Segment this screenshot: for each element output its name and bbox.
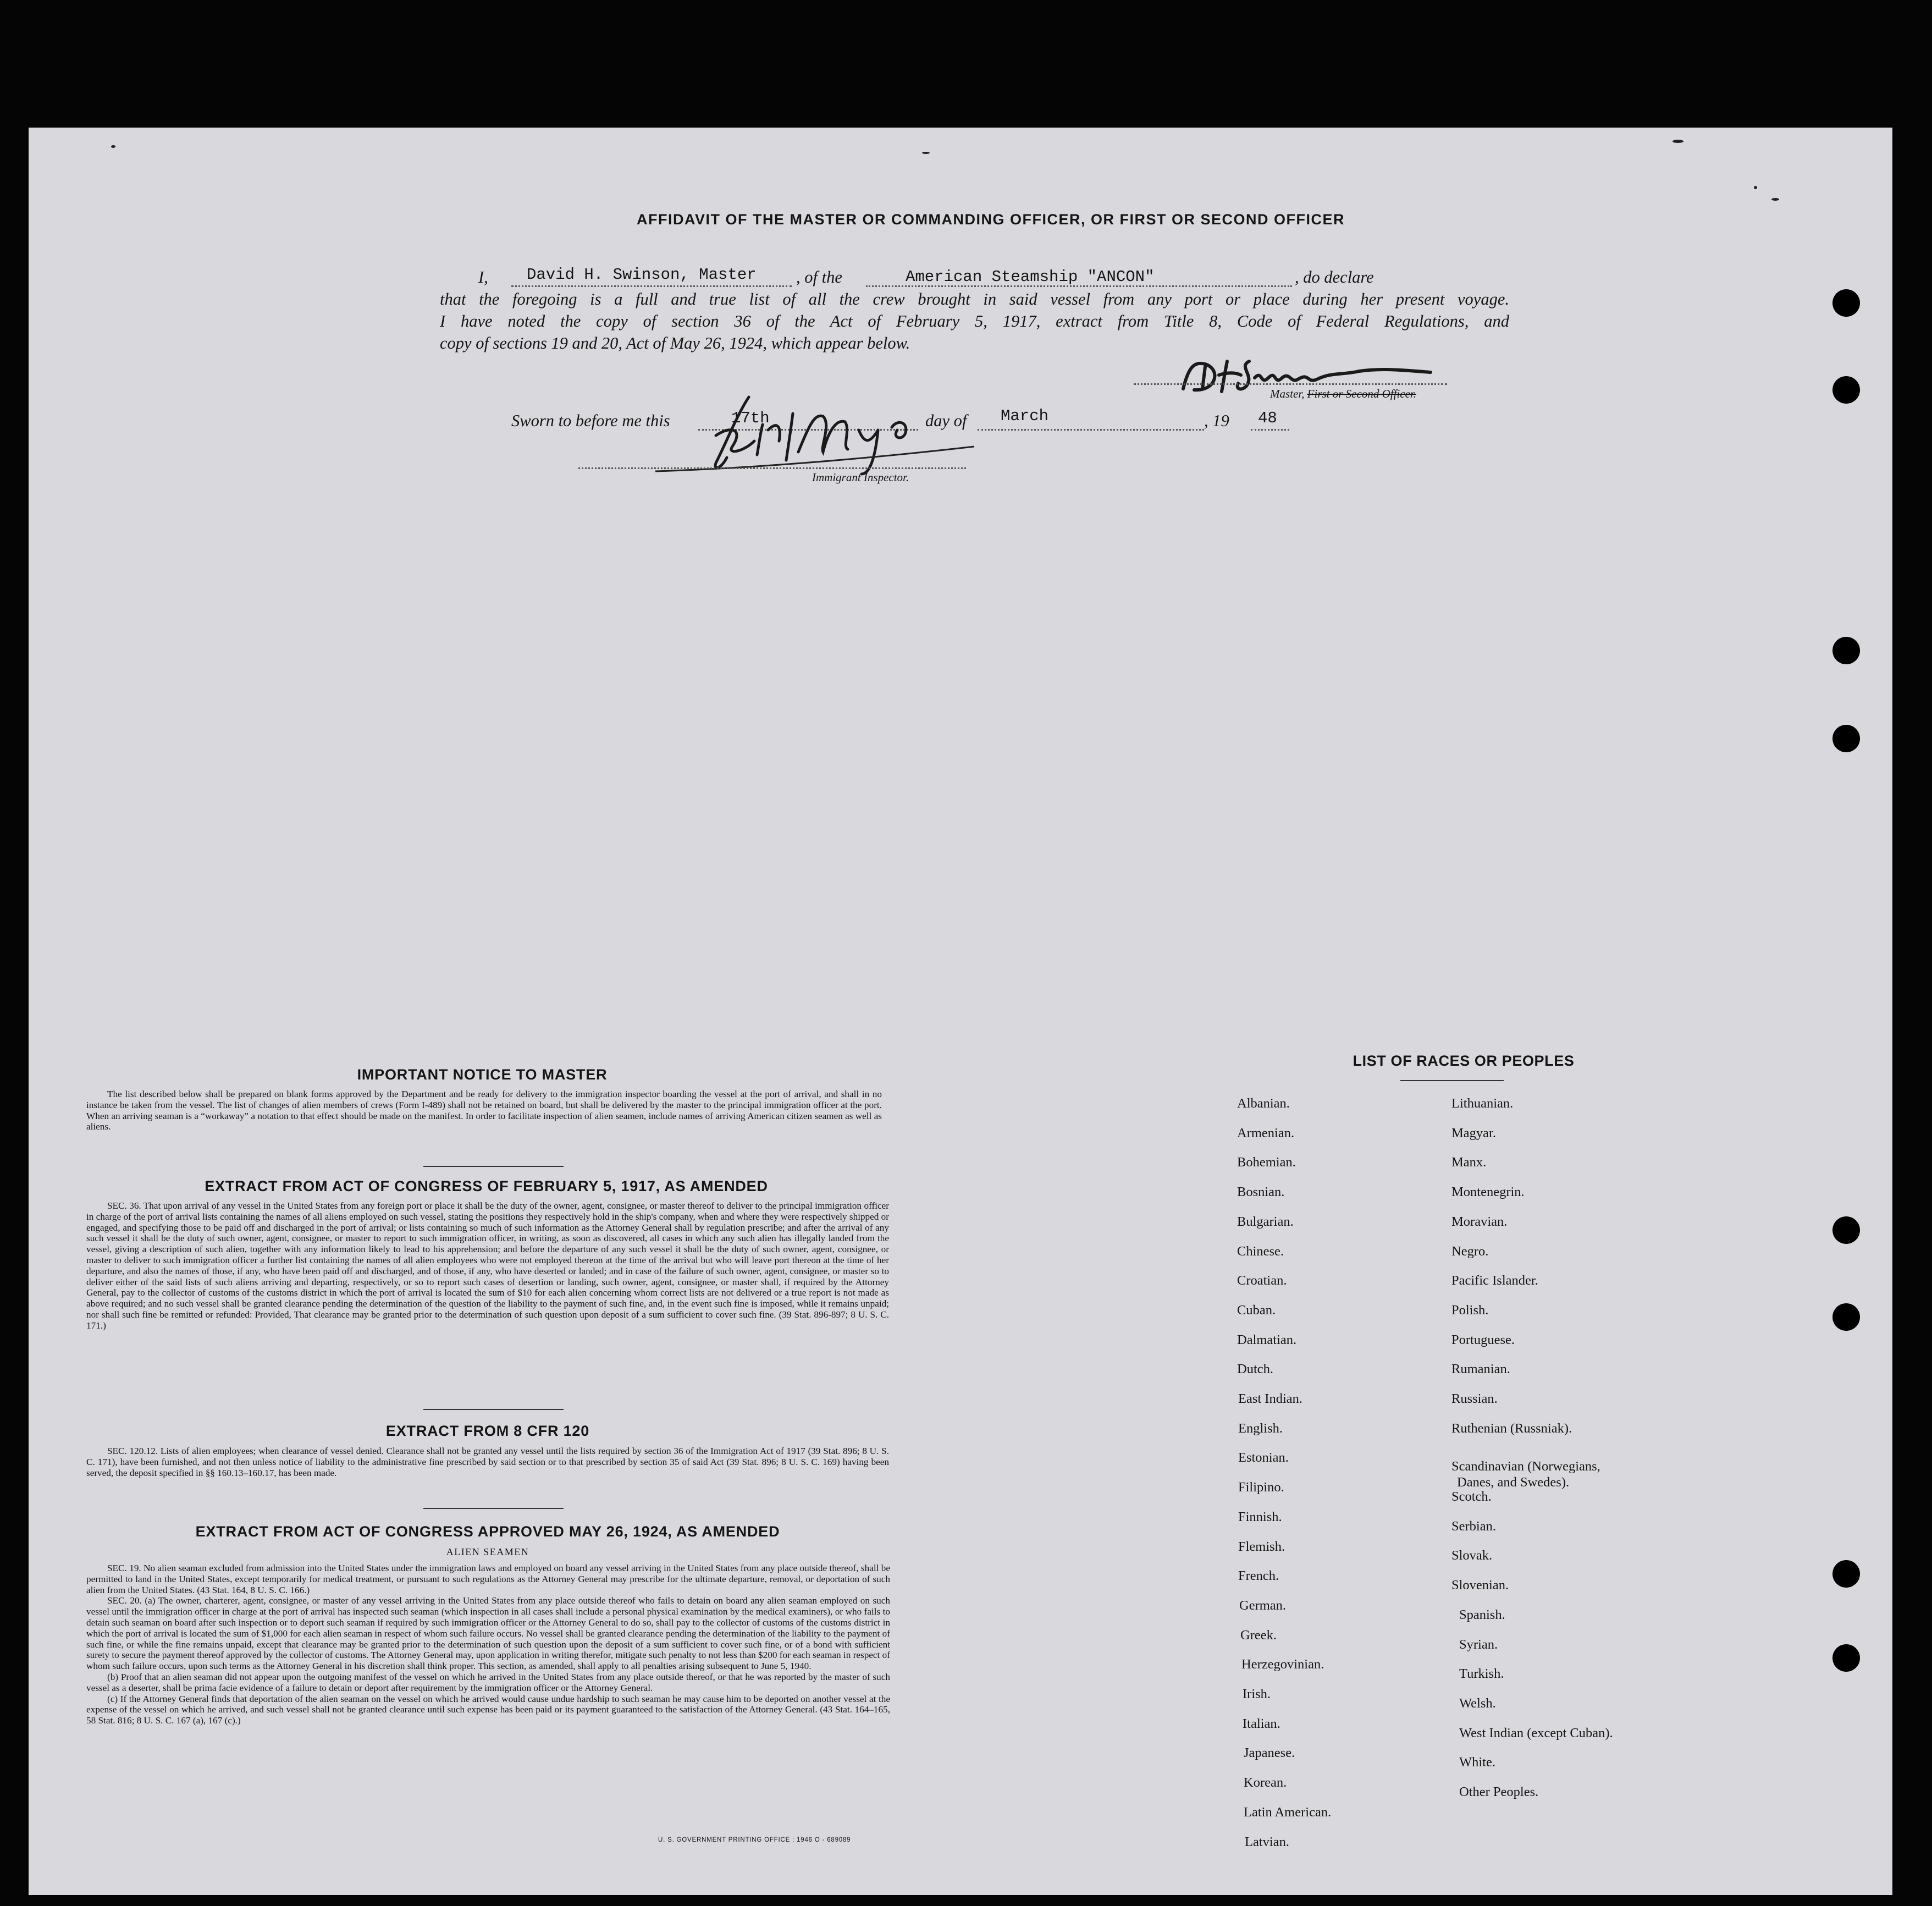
binder-hole [1832, 725, 1860, 752]
extract-1924-paragraph: (c) If the Attorney General finds that deportation of the alien seaman on the vessel on which he arrived would cause undue hardship to such seaman he may cause him to be deported on another vessel at the expense of the vessel on which he arrived, and such vessel shall not be granted clearance until such expense has been paid or its payment guaranteed to the satisfaction of the Attorney General. (43 Stat. 164–165, 58 Stat. 816; 8 U. S. C. 167 (a), 167 (c).) [86, 1693, 890, 1726]
signature-caption [1270, 387, 1416, 401]
race-item: Cuban. [1237, 1302, 1276, 1318]
binder-hole [1832, 1303, 1860, 1331]
race-item: German. [1239, 1597, 1287, 1613]
i-label: I, [478, 268, 488, 287]
race-item: Slovenian. [1451, 1578, 1509, 1593]
affidavit-line-3: I have noted the copy of section 36 of the Act of February 5, 1917, extract from Title 8, Code of Federal Regulations, and [440, 312, 1509, 330]
speck [1754, 186, 1757, 189]
race-item: Slovak. [1451, 1548, 1493, 1563]
affidavit-line-2: that the foregoing is a full and true list of all the crew brought in said vessel from any port or place during her present voyage. [440, 290, 1509, 309]
sworn-day: 17th [731, 409, 770, 427]
race-item: Finnish. [1238, 1509, 1282, 1524]
race-item: Scotch. [1451, 1489, 1492, 1504]
notice-paragraph: The list described below shall be prepared on blank forms approved by the Department and be ready for delivery to the immigration inspector boarding the vessel at the port of arrival, and shall in no instance be taken from the vessel. The list of changes of alien members of crews (Form I-489) shall not be retained on board, but shall be delivered by the master to the principal immigration officer at the port. When an arriving seaman is a “workaway” a notation to that effect should be made on the manifest. In order to facilitate inspection of alien seamen, include names of arriving American citizen seamen as well as aliens. [86, 1089, 882, 1132]
races-title: LIST OF RACES OR PEOPLES [1353, 1053, 1575, 1069]
extract-cfr-body [86, 1446, 889, 1478]
race-item: Latin American. [1244, 1804, 1332, 1820]
extract-1924-subtitle: ALIEN SEAMEN [446, 1546, 529, 1557]
race-item: Moravian. [1451, 1214, 1508, 1229]
binder-hole [1832, 1560, 1860, 1588]
speck [1771, 198, 1779, 201]
race-item: Bulgarian. [1237, 1214, 1294, 1229]
race-item: Herzegovinian. [1241, 1657, 1324, 1672]
caption-master: Master, [1270, 387, 1305, 400]
extract-1924-paragraph: SEC. 20. (a) The owner, charterer, agent, consignee, or master of any vessel arriving in the United States from any place outside thereof who fails to detain on board any alien seaman employed on such vessel until the immigration officer in charge at the port of arrival has inspected such seaman (which inspection in all cases shall include a personal physical examination by the medical examiners), or who fails to detain such seaman on board after such inspection or to deport such seaman if required by such immigration officer or the Attorney General to do so, shall pay to the collector of customs of the customs district in which the port of arrival is located the sum of $1,000 for each alien seaman in respect of whom such failure occurs. No vessel shall be granted clearance pending the determination of the liability to the payment of such fine, or while the fine remains unpaid, except that clearance may be granted prior to the determination of such question upon the deposit of a sum sufficient to cover such fine, or of a bond with sufficient surety to secure the payment thereof approved by the collector of customs. The Attorney General may, upon application in writing therefor, mitigate such penalty to not less than $200 for each seaman in respect of whom such failure occurs, upon such terms as the Attorney General in his discretion shall think proper. This section, as amended, shall apply to all penalties arising subsequent to June 5, 1940. [86, 1595, 890, 1672]
divider [423, 1508, 564, 1509]
race-item: Dalmatian. [1237, 1332, 1297, 1347]
races-title-rule [1400, 1080, 1504, 1081]
do-declare-label: , do declare [1295, 268, 1374, 287]
race-item: Polish. [1451, 1302, 1489, 1318]
race-item: Turkish. [1459, 1666, 1504, 1682]
extract-cfr-title: EXTRACT FROM 8 CFR 120 [385, 1423, 590, 1439]
race-item: Serbian. [1451, 1518, 1496, 1534]
extract-1917-title: EXTRACT FROM ACT OF CONGRESS OF FEBRUARY 5, 1917, AS AMENDED [205, 1178, 768, 1194]
binder-hole [1832, 637, 1860, 664]
race-item: Manx. [1451, 1155, 1487, 1170]
race-item: Korean. [1244, 1775, 1287, 1791]
year-underline [1251, 429, 1289, 431]
race-item: Ruthenian (Russniak). [1451, 1420, 1572, 1436]
binder-hole [1832, 1216, 1860, 1244]
binder-hole [1832, 289, 1860, 317]
master-name: David H. Swinson, Master [527, 266, 757, 284]
race-item: English. [1238, 1420, 1283, 1436]
of-the-label: , of the [796, 268, 842, 287]
race-item: Spanish. [1459, 1607, 1505, 1622]
race-item: Filipino. [1238, 1480, 1284, 1495]
year-prefix: , 19 [1204, 411, 1229, 430]
inspector-underline [578, 467, 966, 469]
inspector-signature [633, 392, 1007, 480]
race-item: Rumanian. [1451, 1362, 1510, 1377]
race-item: Chinese. [1237, 1243, 1284, 1259]
name-underline [511, 285, 792, 287]
affidavit-line-4: copy of sections 19 and 20, Act of May 26, 1924, which appear below. [440, 334, 910, 352]
race-item: Dutch. [1237, 1362, 1273, 1377]
speck [111, 145, 115, 148]
race-item: Other Peoples. [1459, 1784, 1539, 1799]
race-item: Croatian. [1237, 1273, 1287, 1288]
binder-hole [1832, 376, 1860, 404]
extract-1924-body [86, 1563, 890, 1726]
extract-cfr-paragraph: SEC. 120.12. Lists of alien employees; when clearance of vessel denied. Clearance shall not be granted any vessel until the lists required by section 36 of the Immigration Act of 1917 (39 Stat. 896; 8 U. S. C. 171), have been furnished, and not then unless notice of liability to the administrative fine prescribed by said section or to that prescribed by section 35 of said Act (39 Stat. 896; 8 U. S. C. 169) having been served, the deposit specified in §§ 160.13–160.17, has been made. [86, 1446, 889, 1478]
race-item: Russian. [1451, 1391, 1498, 1406]
form-sheet [29, 128, 1892, 1895]
race-item: Japanese. [1244, 1745, 1295, 1761]
race-item: Montenegrin. [1451, 1185, 1525, 1200]
day-of-label: day of [925, 411, 967, 430]
speck [1672, 140, 1683, 143]
race-item: Bosnian. [1237, 1185, 1285, 1200]
race-item: Welsh. [1459, 1695, 1496, 1711]
extract-1924-paragraph: (b) Proof that an alien seaman did not appear upon the outgoing manifest of the vessel on which he arrived in the United States from any place outside thereof, or that he was reported by the master of such vessel as a deserter, shall be prima facie evidence of a failure to detain or deport after requirement by the immigration officer or the Attorney General. [86, 1671, 890, 1693]
race-item: Bohemian. [1237, 1155, 1296, 1170]
notice-title: IMPORTANT NOTICE TO MASTER [357, 1066, 608, 1083]
month-underline [978, 429, 1204, 431]
affidavit-title: AFFIDAVIT OF THE MASTER OR COMMANDING OFFICER, OR FIRST OR SECOND OFFICER [637, 211, 1345, 228]
extract-1917-paragraph: SEC. 36. That upon arrival of any vessel in the United States from any foreign port or place it shall be the duty of the owner, agent, consignee, or master thereof to deliver to the principal immigration officer in charge of the port of arrival lists containing the names of all aliens employed on such vessel, stating the positions they respectively hold in the ship's company, when and where they were respectively shipped or engaged, and specifying those to be paid off and discharged in the port of arrival; or lists containing so much of such information as the Attorney General shall by regulation prescribe; and after the arrival of any such vessel it shall be the duty of such owner, agent, consignee, or master to report to such immigration officer, in writing, as soon as discovered, all cases in which any such alien has illegally landed from the vessel, giving a description of such alien, together with any information likely to lead to his apprehension; and before the departure of any such vessel it shall be the duty of such owner, agent, consignee, or master to deliver to such immigration officer a further list containing the names of all alien employees who were not employed thereon at the time of the arrival but who will leave port thereon at the time of her departure, and also the names of those, if any, who have been paid off and discharged, and of those, if any, who have deserted or landed; and in case of the failure of such owner, agent, consignee, or master so to deliver either of the said lists of such aliens arriving and departing, respectively, or so to report such cases of desertion or landing, such owner, agent, consignee, or master shall, if required by the Attorney General, pay to the collector of customs of the customs district in which the port of arrival is located the sum of $10 for each alien concerning whom correct lists are not delivered or a true report is not made as above required; and no such vessel shall be granted clearance pending the determination of the question of the liability to the payment of such fine, and, in the event such fine is imposed, while it remains unpaid; nor shall such fine be remitted or refunded: Provided, That clearance may be granted prior to the determination of such question upon deposit of a sum sufficient to cover such fine. (39 Stat. 896-897; 8 U. S. C. 171.) [86, 1200, 889, 1331]
race-item: White. [1459, 1755, 1495, 1770]
race-item: Magyar. [1451, 1125, 1496, 1141]
caption-struck-officer: First or Second Officer. [1307, 387, 1416, 400]
sworn-month: March [1001, 407, 1049, 425]
divider [423, 1166, 564, 1167]
extract-1924-paragraph: SEC. 19. No alien seaman excluded from admission into the United States under the immigration laws and employed on board any vessel arriving in the United States from any place outside thereof, shall be permitted to land in the United States, except temporarily for medical treatment, or pursuant to such regulations as the Attorney General may prescribe for the ultimate departure, removal, or deportation of such alien from the United States. (43 Stat. 164, 8 U. S. C. 166.) [86, 1563, 890, 1595]
race-item: Pacific Islander. [1451, 1273, 1538, 1288]
race-item: Irish. [1243, 1687, 1271, 1701]
race-item: Portuguese. [1451, 1332, 1515, 1347]
race-item: Lithuanian. [1451, 1096, 1514, 1111]
speck [922, 152, 930, 154]
extract-1917-body [86, 1200, 889, 1331]
race-item: Albanian. [1237, 1096, 1290, 1111]
affidavit-line-1 [440, 268, 1509, 290]
vessel-name: American Steamship "ANCON" [906, 268, 1155, 286]
printing-office-footer: U. S. GOVERNMENT PRINTING OFFICE : 1946 O - 689089 [658, 1837, 851, 1843]
race-item: French. [1238, 1568, 1279, 1584]
race-item: Italian. [1243, 1716, 1280, 1731]
race-item: Negro. [1451, 1243, 1489, 1259]
race-item: Estonian. [1238, 1450, 1289, 1466]
race-item: Armenian. [1237, 1125, 1295, 1141]
race-item: Flemish. [1238, 1539, 1285, 1554]
extract-1924-title: EXTRACT FROM ACT OF CONGRESS APPROVED MAY 26, 1924, AS AMENDED [195, 1523, 780, 1540]
race-item: Syrian. [1459, 1637, 1498, 1652]
race-item: Greek. [1240, 1627, 1277, 1643]
master-signature-underline [1134, 383, 1447, 385]
binder-hole [1832, 1644, 1860, 1672]
race-item: Latvian. [1245, 1834, 1289, 1849]
sworn-year: 48 [1258, 409, 1277, 427]
race-item: East Indian. [1238, 1391, 1303, 1406]
race-item: West Indian (except Cuban). [1459, 1725, 1613, 1740]
race-item: Danes, and Swedes). [1457, 1475, 1570, 1490]
divider [423, 1409, 564, 1410]
inspector-caption: Immigrant Inspector. [812, 471, 909, 484]
sworn-label: Sworn to before me this [511, 411, 670, 430]
notice-body [86, 1089, 882, 1132]
race-item: Scandinavian (Norwegians, [1451, 1459, 1600, 1474]
